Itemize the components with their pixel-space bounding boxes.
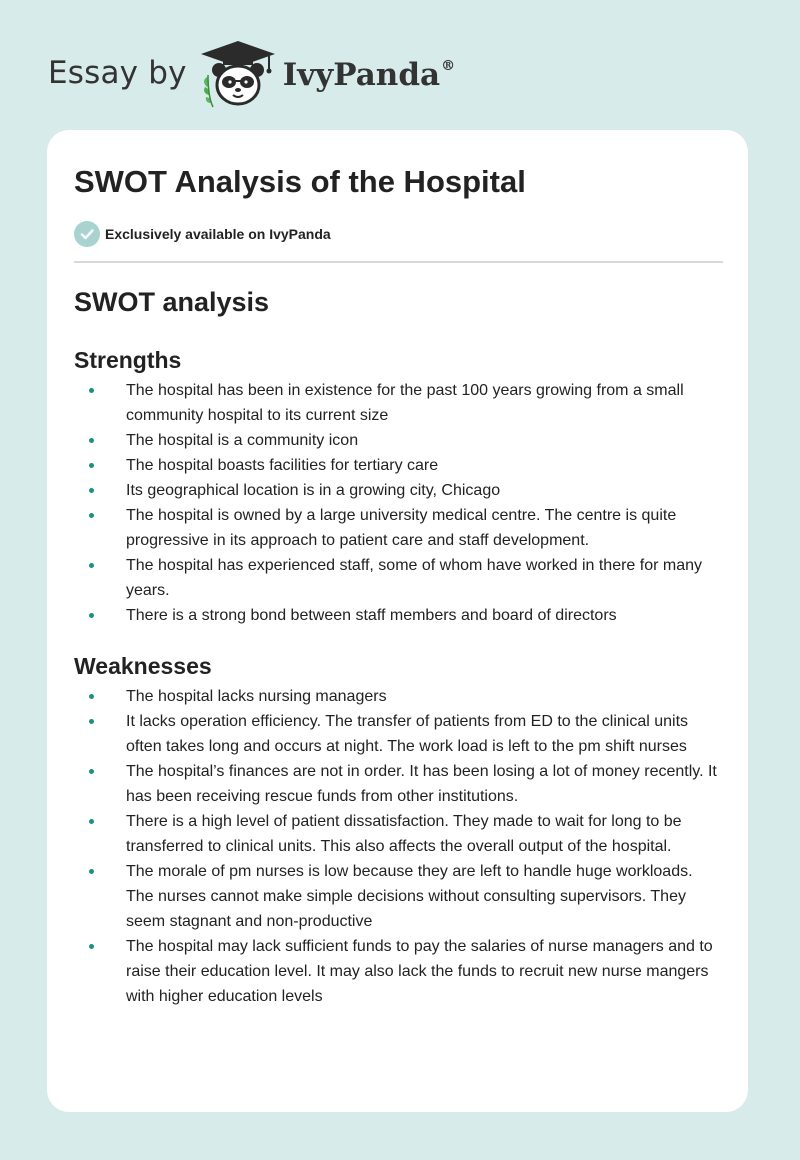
list-item: The hospital boasts facilities for tertiary care [74, 453, 724, 478]
brand-name[interactable]: IvyPanda® [282, 57, 456, 93]
registered-mark: ® [441, 57, 456, 74]
weaknesses-heading: Weaknesses [74, 653, 212, 679]
article-body [74, 282, 724, 1009]
section-heading: SWOT analysis [74, 287, 270, 317]
weaknesses-list [74, 684, 724, 1009]
list-item: The hospital has experienced staff, some of whom have worked in there for many years. [74, 553, 724, 603]
panda-graduate-logo-icon[interactable] [199, 37, 277, 109]
article-card [47, 130, 748, 1112]
list-item: The hospital has been in existence for the past 100 years growing from a small community hospital to its current size [74, 378, 724, 428]
list-item: It lacks operation efficiency. The transfer of patients from ED to the clinical units often takes long and occurs at night. The work load is left to the pm shift nurses [74, 709, 724, 759]
list-item: The hospital’s finances are not in order. It has been losing a lot of money recently. It has been receiving rescue funds from other institutions. [74, 759, 724, 809]
list-item: There is a strong bond between staff members and board of directors [74, 603, 724, 628]
page-title: SWOT Analysis of the Hospital [74, 164, 526, 199]
divider [74, 261, 723, 263]
list-item: The hospital may lack sufficient funds to pay the salaries of nurse managers and to raise their education level. It may also lack the funds to recruit new nurse mangers with higher education levels [74, 934, 724, 1009]
list-item: Its geographical location is in a growing city, Chicago [74, 478, 724, 503]
list-item: There is a high level of patient dissatisfaction. They made to wait for long to be transferred to clinical units. This also affects the overall output of the hospital. [74, 809, 724, 859]
check-icon [74, 221, 100, 247]
list-item: The hospital is owned by a large university medical centre. The centre is quite progressive in its approach to patient care and staff development. [74, 503, 724, 553]
site-header [48, 38, 455, 108]
list-item: The hospital is a community icon [74, 428, 724, 453]
exclusive-badge [74, 221, 331, 247]
list-item: The hospital lacks nursing managers [74, 684, 724, 709]
exclusive-label: Exclusively available on IvyPanda [105, 226, 331, 242]
essay-by-label: Essay by [48, 55, 187, 91]
strengths-heading: Strengths [74, 347, 182, 373]
strengths-list [74, 378, 724, 628]
list-item: The morale of pm nurses is low because they are left to handle huge workloads. The nurses cannot make simple decisions without consulting supervisors. They seem stagnant and non-productive [74, 859, 724, 934]
